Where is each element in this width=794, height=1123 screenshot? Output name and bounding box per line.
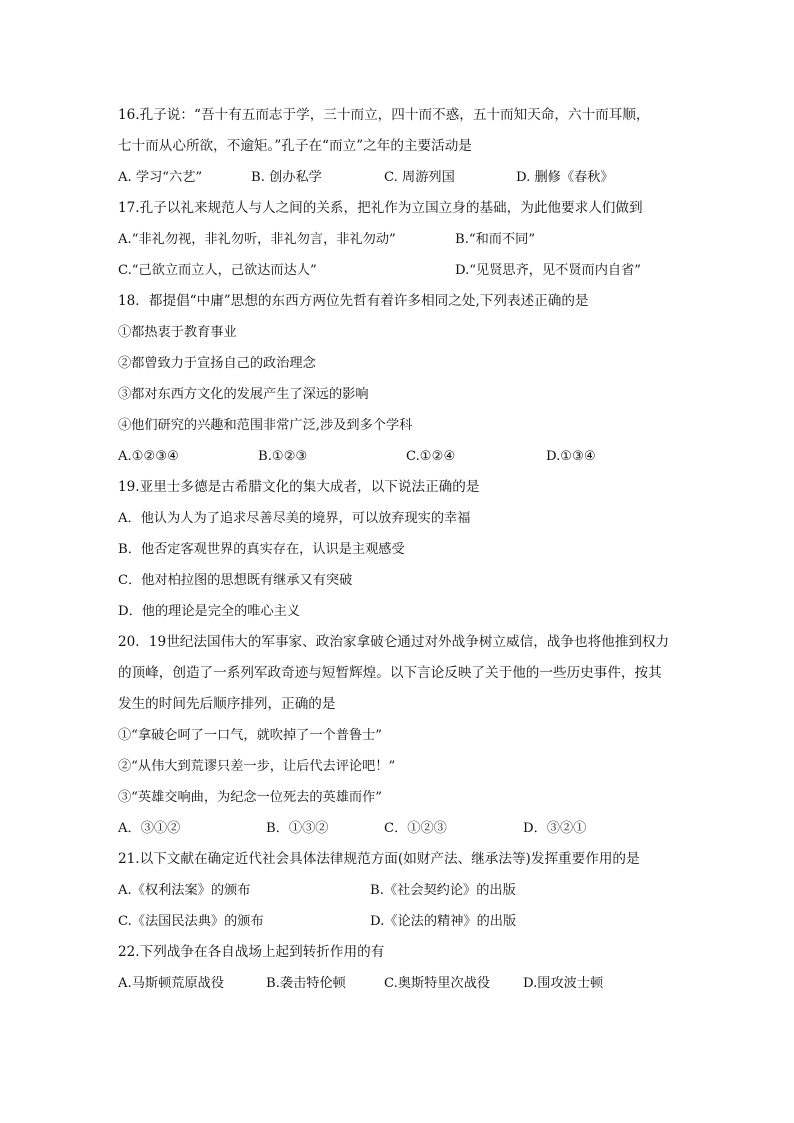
question-20-item-2: ②“从伟大到荒谬只差一步，让后代去评论吧！”	[118, 759, 396, 774]
question-17-option-d: D.“见贤思齐，见不贤而内自省”	[455, 263, 642, 278]
question-20-stem-line-2: 的顶峰，创造了一系列军政奇迹与短暂辉煌。以下言论反映了关于他的一些历史事件，按其	[118, 665, 662, 681]
question-18-item-2: ②都曾致力于宣扬自己的政治理念	[118, 356, 316, 371]
question-21-option-d: D.《论法的精神》的出版	[370, 914, 517, 929]
question-21-options-row-1	[118, 875, 688, 906]
question-19-option-d: D．他的理论是完全的唯心主义	[118, 604, 301, 619]
question-16-option-b: B. 创办私学	[251, 170, 322, 185]
question-18-item-1: ①都热衷于教育事业	[118, 325, 237, 340]
question-16-option-a: A. 学习“六艺”	[118, 170, 203, 185]
question-17-option-b: B.“和而不同”	[455, 232, 536, 247]
question-22-option-c: C.奥斯特里次战役	[384, 976, 491, 991]
question-18-option-c: C.①②④	[406, 449, 456, 464]
question-21-stem: 21.以下文献在确定近代社会具体法律规范方面(如财产法、继承法等)发挥重要作用的是	[118, 851, 640, 867]
question-20-option-b: B．①③②	[266, 821, 329, 836]
question-22-options	[118, 968, 688, 999]
question-20-option-a: A．③①②	[118, 821, 181, 836]
question-18-option-b: B.①②③	[258, 449, 308, 464]
question-16-option-d: D. 删修《春秋》	[516, 170, 614, 185]
question-22-option-d: D.围攻波士顿	[523, 976, 604, 991]
question-17-stem: 17.孔子以礼来规范人与人之间的关系，把礼作为立国立身的基础，为此他要求人们做到	[118, 200, 643, 216]
question-20-item-1: ①“拿破仑呵了一口气，就吹掉了一个普鲁士”	[118, 728, 383, 743]
question-17-options-row-2	[118, 255, 688, 286]
question-16-options	[118, 162, 688, 193]
question-19-option-c: C．他对柏拉图的思想既有继承又有突破	[118, 573, 353, 588]
question-21-option-b: B.《社会契约论》的出版	[370, 883, 516, 898]
question-19-option-b: B．他否定客观世界的真实存在，认识是主观感受	[118, 542, 405, 557]
question-21-options-row-2	[118, 906, 688, 937]
question-18-option-a: A.①②③④	[118, 449, 180, 464]
question-17-option-a: A.“非礼勿视，非礼勿听，非礼勿言，非礼勿动”	[118, 232, 396, 247]
question-17-options-row-1	[118, 224, 688, 255]
question-22-option-a: A.马斯顿荒原战役	[118, 976, 225, 991]
question-20-stem-line-1: 20．19世纪法国伟大的军事家、政治家拿破仑通过对外战争树立威信，战争也将他推到权力	[118, 634, 670, 650]
question-20-options	[118, 813, 688, 844]
question-20-stem-line-3: 发生的时间先后顺序排列，正确的是	[118, 696, 336, 712]
question-20-item-3: ③“英雄交响曲，为纪念一位死去的英雄而作”	[118, 790, 383, 805]
question-18-stem: 18．都提倡“中庸”思想的东西方两位先哲有着许多相同之处,下列表述正确的是	[118, 293, 589, 309]
question-18-item-3: ③都对东西方文化的发展产生了深远的影响	[118, 387, 369, 402]
question-16-option-c: C. 周游列国	[384, 170, 455, 185]
question-20-option-c: C．①②③	[384, 821, 447, 836]
question-18-options	[118, 441, 688, 472]
question-19-option-a: A．他认为人为了追求尽善尽美的境界，可以放弃现实的幸福	[118, 511, 471, 526]
question-17-option-c: C.“己欲立而立人，己欲达而达人”	[118, 263, 317, 278]
question-list	[118, 100, 688, 999]
question-18-item-4: ④他们研究的兴趣和范围非常广泛,涉及到多个学科	[118, 418, 413, 433]
question-19-stem: 19.亚里士多德是古希腊文化的集大成者，以下说法正确的是	[118, 479, 480, 495]
question-21-option-a: A.《权利法案》的颁布	[118, 883, 251, 898]
question-22-stem: 22.下列战争在各自战场上起到转折作用的有	[118, 944, 385, 960]
question-16-stem-line-1: 16.孔子说：“吾十有五而志于学，三十而立，四十而不惑，五十而知天命，六十而耳顺，	[118, 107, 650, 123]
question-21-option-c: C.《法国民法典》的颁布	[118, 914, 264, 929]
question-20-option-d: D．③②①	[523, 821, 587, 836]
question-18-option-d: D.①③④	[546, 449, 596, 464]
question-16-stem-line-2: 七十而从心所欲，不逾矩。”孔子在“而立”之年的主要活动是	[118, 138, 472, 154]
question-22-option-b: B.袭击特伦顿	[266, 976, 346, 991]
